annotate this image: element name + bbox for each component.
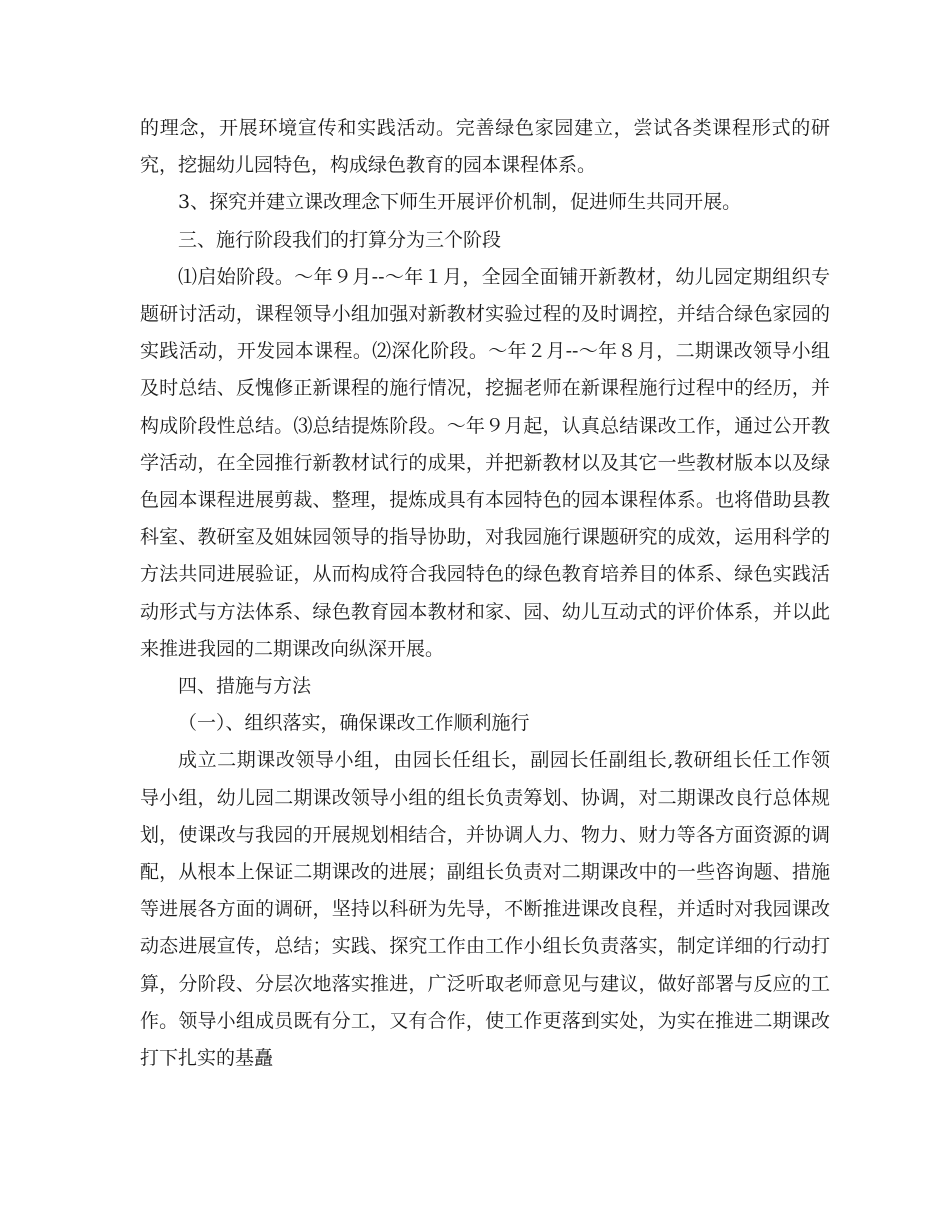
- subsection-heading-organization: （一）、组织落实，确保课改工作顺利施行: [178, 712, 530, 735]
- document-body: [140, 110, 830, 1077]
- paragraph-item-3: 3、探究并建立课改理念下师生开展评价机制，促进师生共同开展。: [178, 191, 742, 214]
- paragraph-stages-detail: ⑴启始阶段。～年９月--～年１月，全园全面铺开新教材，幼儿园定期组织专题研讨活动，课程领导小组加强对新教材实验过程的及时调控，并结合绿色家园的实践活动，开发园本课程。⑵深化阶段。～年２月--～年８月，二期课改领导小组及时总结、反愧修正新课程的施行情况，挖掘老师在新课程施行过程中的经历，并构成阶段性总结。⑶总结提炼阶段。～年９月起，认真总结课改工作，通过公开教学活动，在全园推行新教材试行的成果，并把新教材以及其它一些教材版本以及绿色园本课程进展剪裁、整理，提炼成具有本园特色的园本课程体系。也将借助县教科室、教研室及姐妹园领导的指导协助，对我园施行课题研究的成效，运用科学的方法共同进展验证，从而构成符合我园特色的绿色教育培养目的体系、绿色实践活动形式与方法体系、绿色教育园本教材和家、园、幼儿互动式的评价体系，并以此来推进我园的二期课改向纵深开展。: [140, 265, 830, 660]
- section-heading-measures: 四、措施与方法: [178, 675, 312, 698]
- paragraph-intro-continuation: 的理念，开展环境宣传和实践活动。完善绿色家园建立，尝试各类课程形式的研究，挖掘幼儿园特色，构成绿色教育的园本课程体系。: [140, 117, 830, 177]
- paragraph-organization-detail: 成立二期课改领导小组，由园长任组长，副园长任副组长,教研组长任工作领导小组，幼儿园二期课改领导小组的组长负责筹划、协调，对二期课改良行总体规划，使课改与我园的开展规划相结合，并协调人力、物力、财力等各方面资源的调配，从根本上保证二期课改的进展；副组长负责对二期课改中的一些咨询题、措施等进展各方面的调研，坚持以科研为先导，不断推进课改良程，并适时对我园课改动态进展宣传，总结；实践、探究工作由工作小组长负责落实，制定详细的行动打算，分阶段、分层次地落实推进，广泛听取老师意见与建议，做好部署与反应的工作。领导小组成员既有分工，又有合作，使工作更落到实处，为实在推进二期课改打下扎实的基矗: [140, 749, 830, 1070]
- section-heading-implementation-stages: 三、施行阶段我们的打算分为三个阶段: [178, 228, 502, 251]
